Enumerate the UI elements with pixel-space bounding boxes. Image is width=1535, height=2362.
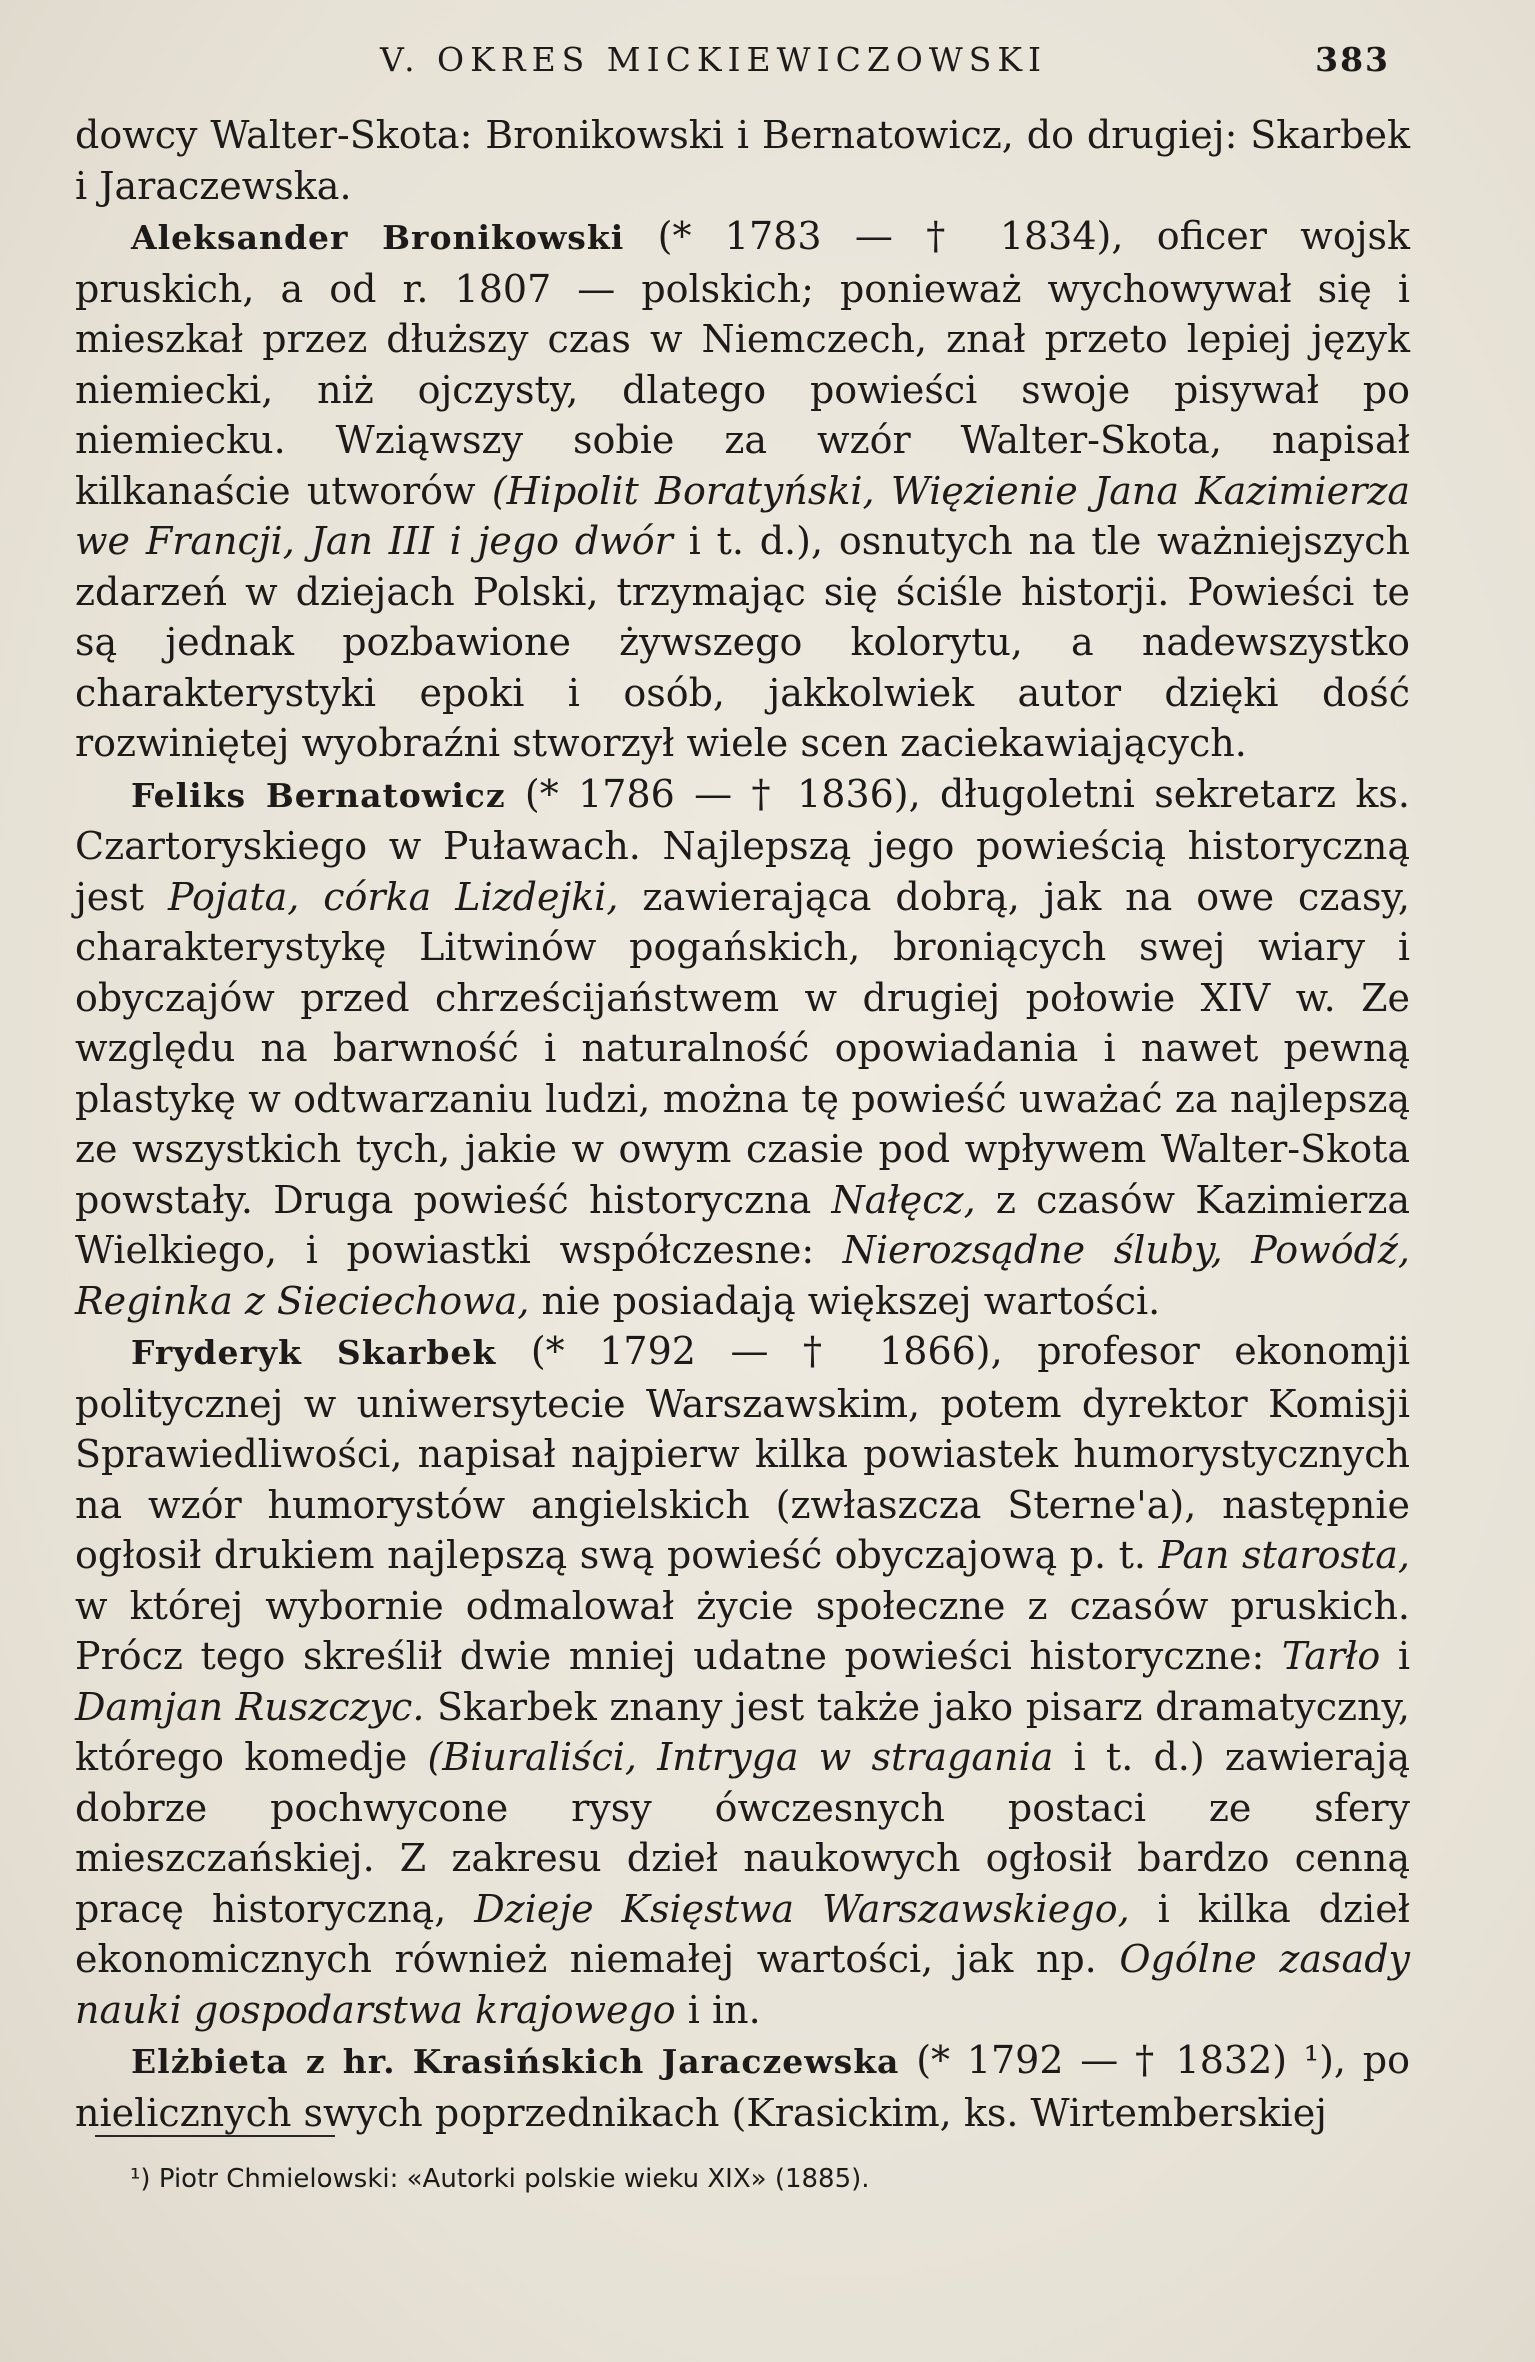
paragraph-skarbek: Fryderyk Skarbek (* 1792 — † 1866), profesor ekonomji politycznej w uniwersytecie Warszawskim, potem dyrektor Komisji Sprawiedliwości, napisał najpierw kilka powiastek humorystycznych na wzór humorystów angielskich (zwłaszcza Sterne'a), następnie ogłosił drukiem najlepszą swą powieść obyczajową p. t. Pan starosta, w której wybornie odmalował życie społeczne z czasów pruskich. Prócz tego skreślił dwie mniej udatne powieści historyczne: Tarło i Damjan Ruszczyc. Skarbek znany jest także jako pisarz dramatyczny, którego komedje (Biuraliści, Intryga w stragania i t. d.) zawierają dobrze pochwycone rysy ówczesnych postaci ze sfery mieszczańskiej. Z zakresu dzieł naukowych ogłosił bardzo cenną pracę historyczną, Dzieje Księstwa Warszawskiego, i kilka dzieł ekonomicznych również niemałej wartości, jak np. Ogólne zasady nauki gospodarstwa krajowego i in. bbox=[75, 1329, 1411, 2032]
work-title: Pojata, córka Lizdejki, bbox=[167, 874, 619, 919]
work-title: Nierozsądne śluby, Powódź, Reginka z Sieciechowa, bbox=[75, 1228, 1410, 1323]
work-title: Damjan Ruszczyc. bbox=[75, 1684, 425, 1729]
work-title: (Biuraliści, Intryga w stragania bbox=[427, 1735, 1054, 1779]
author-name: Aleksander Bronikowski bbox=[131, 218, 625, 257]
work-title: Dzieje Księstwa Warszawskiego, bbox=[474, 1886, 1130, 1931]
chapter-title: V. OKRES MICKIEWICZOWSKI bbox=[380, 40, 1048, 79]
running-header bbox=[380, 40, 1390, 90]
page-number: 383 bbox=[1315, 40, 1390, 79]
work-title: (Hipolit Boratyński, Więzienie Jana Kazimierza we Francji, Jan III i jego dwór bbox=[75, 468, 1410, 563]
author-name: Elżbieta z hr. Krasińskich Jaraczewska bbox=[131, 2042, 900, 2081]
work-title: Pan starosta, bbox=[1158, 1533, 1410, 1577]
author-name: Feliks Bernatowicz bbox=[131, 775, 506, 815]
paragraph-bronikowski: Aleksander Bronikowski (* 1783 — † 1834), oficer wojsk pruskich, a od r. 1807 — polskich; ponieważ wychowywał się i mieszkał przez dłuższy czas w Niemczech, znał przeto lepiej język niemiecki, niż ojczysty, dlatego powieści swoje pisywał po niemiecku. Wziąwszy sobie za wzór Walter-Skota, napisał kilkanaście utworów (Hipolit Boratyński, Więzienie Jana Kazimierza we Francji, Jan III i jego dwór i t. d.), osnutych na tle ważniejszych zdarzeń w dziejach Polski, trzymając się ściśle historji. Powieści te są jednak pozbawione żywszego kolorytu, a nadewszystko charakterystyki epoki i osób, jakkolwiek autor dzięki dość rozwiniętej wyobraźni stworzył wiele scen zaciekawiających. bbox=[75, 214, 1411, 765]
body-text bbox=[75, 110, 1410, 2138]
paragraph-intro: dowcy Walter-Skota: Bronikowski i Bernatowicz, do drugiej: Skarbek i Jaraczewska. bbox=[75, 113, 1410, 208]
work-title: Ogólne zasady nauki gospodarstwa krajowego bbox=[75, 1937, 1410, 2032]
work-title: Tarło bbox=[1281, 1634, 1381, 1678]
footnote: ¹) Piotr Chmielowski: «Autorki polskie wieku XIX» (1885). bbox=[130, 2164, 870, 2194]
paragraph-jaraczewska: Elżbieta z hr. Krasińskich Jaraczewska (* 1792 — † 1832) ¹), po nielicznych swych poprzednikach (Krasickim, ks. Wirtemberskiej bbox=[75, 2038, 1410, 2135]
work-title: Nałęcz, bbox=[831, 1177, 976, 1222]
author-name: Fryderyk Skarbek bbox=[131, 1333, 497, 1372]
footnote-divider bbox=[95, 2135, 335, 2137]
paragraph-bernatowicz: Feliks Bernatowicz (* 1786 — † 1836), długoletni sekretarz ks. Czartoryskiego w Puławach. Najlepszą jego powieścią historyczną jest Pojata, córka Lizdejki, zawierająca dobrą, jak na owe czasy, charakterystykę Litwinów pogańskich, broniących swej wiary i obyczajów przed chrześcijaństwem w drugiej połowie XIV w. Ze względu na barwność i naturalność opowiadania i nawet pewną plastykę w odtwarzaniu ludzi, można tę powieść uważać za najlepszą ze wszystkich tych, jakie w owym czasie pod wpływem Walter-Skota powstały. Druga powieść historyczna Nałęcz, z czasów Kazimierza Wielkiego, i powiastki współczesne: Nierozsądne śluby, Powódź, Reginka z Sieciechowa, nie posiadają większej wartości. bbox=[75, 771, 1411, 1323]
